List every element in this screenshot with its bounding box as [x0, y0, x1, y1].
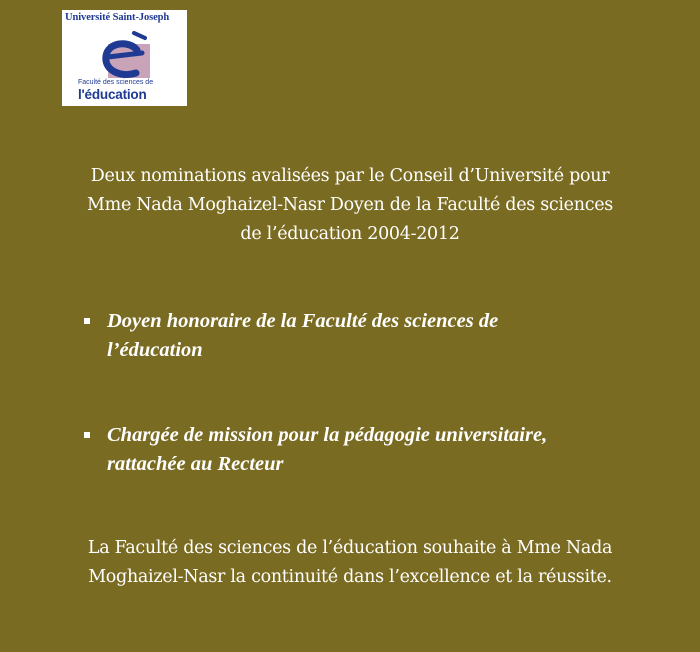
- emblem-accent: [134, 33, 145, 38]
- intro-line: Mme Nada Moghaizel-Nasr Doyen de la Faculté des sciences: [87, 195, 613, 215]
- closing-line: Moghaizel-Nasr la continuité dans l’excellence et la réussite.: [88, 567, 612, 587]
- square-bullet-icon: [84, 432, 90, 438]
- nomination-item: [84, 421, 664, 479]
- nomination-line: l’éducation: [107, 339, 203, 361]
- nomination-text: [84, 307, 664, 365]
- logo-faculty-name: l'éducation: [78, 87, 147, 102]
- closing-paragraph: [20, 534, 680, 592]
- university-logo: [62, 10, 187, 106]
- closing-line: La Faculté des sciences de l’éducation souhaite à Mme Nada: [87, 538, 613, 558]
- logo-faculty-subtitle: Faculté des sciences de: [78, 79, 154, 86]
- nomination-line: rattachée au Recteur: [107, 453, 284, 475]
- nomination-text: [84, 421, 664, 479]
- intro-line: Deux nominations avalisées par le Conseil d’Université pour: [90, 166, 610, 186]
- logo-university-name: Université Saint-Joseph: [65, 12, 170, 23]
- nomination-item: [84, 307, 664, 365]
- intro-line: de l’éducation 2004-2012: [240, 224, 460, 244]
- intro-paragraph: [20, 162, 680, 249]
- square-bullet-icon: [84, 318, 90, 324]
- nomination-line: Doyen honoraire de la Faculté des sciences de: [107, 310, 499, 332]
- nomination-line: Chargée de mission pour la pédagogie universitaire,: [107, 424, 548, 446]
